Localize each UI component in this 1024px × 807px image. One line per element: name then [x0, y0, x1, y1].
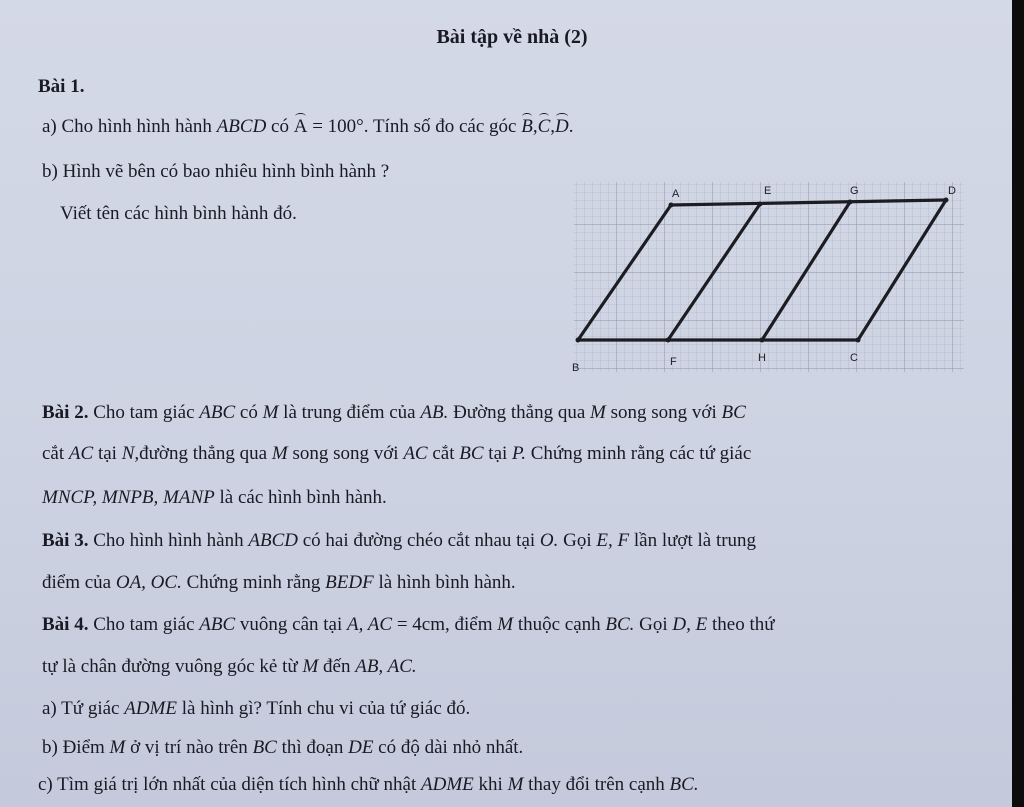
bai3-text: lần lượt là trung	[629, 530, 757, 551]
point-h	[760, 338, 765, 343]
bai2-text: có	[235, 402, 263, 423]
parallelogram-figure	[568, 176, 968, 380]
bai4-text: đến	[318, 656, 356, 677]
bai1-a-rest: . Tính số đo các góc	[363, 116, 522, 137]
bai2-math: BC	[459, 443, 484, 464]
bai2-text: đường thẳng qua	[139, 443, 272, 464]
bai4-math: BC.	[669, 774, 699, 795]
bai4-math: D, E	[672, 614, 708, 635]
bai2-math: P.	[512, 443, 526, 464]
bai2-line-3	[42, 487, 387, 509]
bai3-text: có hai đường chéo cắt nhau tại	[297, 530, 540, 551]
bai2-text: cắt	[42, 443, 69, 464]
label-g: G	[850, 185, 859, 197]
point-e	[758, 202, 763, 207]
bai3-math: E, F	[596, 530, 630, 551]
bai1-a-end: .	[568, 116, 574, 137]
bai4-line-1	[42, 614, 775, 636]
bai4-text: ở vị trí nào trên	[125, 737, 253, 758]
point-f	[666, 338, 671, 343]
angle-a-symbol: A	[293, 116, 308, 137]
bai4-text: Cho tam giác	[88, 614, 200, 635]
bai4-text: a) Tứ giác	[42, 698, 125, 719]
point-d	[944, 198, 949, 203]
bai2-text: Cho tam giác	[88, 402, 200, 423]
bai2-math: AC	[68, 443, 94, 464]
bai4-math: M	[497, 614, 514, 635]
bai4-text: thuộc cạnh	[513, 614, 606, 635]
grid-background	[574, 182, 964, 372]
bai2-text: tại	[93, 443, 122, 464]
bai2-text: là trung điểm của	[278, 402, 421, 423]
label-c: C	[850, 352, 858, 364]
page-title: Bài tập về nhà (2)	[436, 26, 588, 48]
bai3-line-1	[42, 530, 756, 552]
bai4-text: theo thứ	[707, 614, 775, 635]
bai4-text: vuông cân tại	[235, 614, 348, 635]
point-b	[576, 338, 581, 343]
bai3-math: ABCD	[248, 530, 298, 551]
label-a: A	[672, 188, 680, 200]
label-h: H	[758, 352, 766, 364]
bai1-part-b-instruction: Viết tên các hình bình hành đó.	[60, 203, 297, 224]
bai4-text: c) Tìm giá trị lớn nhất của diện tích hình chữ nhật	[38, 774, 422, 795]
bai2-math: M	[271, 443, 288, 464]
bai1-a-name: ABCD	[216, 116, 267, 137]
bai4-part-b	[42, 737, 523, 759]
bai4-text: thay đổi trên cạnh	[523, 774, 670, 795]
bai2-heading: Bài 2.	[42, 402, 89, 423]
bai3-math: BEDF	[325, 572, 374, 593]
bai2-math: ABC	[199, 402, 236, 423]
bai4-part-c	[38, 774, 699, 796]
label-e: E	[764, 185, 772, 197]
bai2-text: song song với	[605, 402, 722, 423]
bai4-math: M	[109, 737, 126, 758]
bai1-a-prefix: a) Cho hình hình hành	[42, 116, 217, 137]
bai2-math: MNCP, MNPB, MANP	[42, 487, 215, 508]
bai4-math: BC	[252, 737, 277, 758]
angle-d-symbol: D	[555, 116, 569, 137]
bai2-text: cắt	[427, 443, 460, 464]
bai2-line-2	[42, 443, 751, 465]
bai3-math: OA, OC.	[115, 572, 182, 593]
bai1-heading: Bài 1.	[38, 76, 85, 97]
angle-b-symbol: B	[521, 116, 533, 137]
bai2-text: Đường thẳng qua	[448, 402, 591, 423]
bai4-part-a	[42, 698, 470, 720]
bai4-text: có độ dài nhỏ nhất.	[373, 737, 524, 758]
bai1-a-co: có	[266, 116, 294, 137]
bai1-part-a: a) Cho hình hình hành ABCD có A = 100°. Tính số đo các góc B,C,D.	[42, 116, 574, 137]
bai4-text: khi	[473, 774, 508, 795]
label-f: F	[670, 356, 677, 368]
bai3-text: Gọi	[558, 530, 597, 551]
bai4-text: là hình gì? Tính chu vi của tứ giác đó.	[176, 698, 471, 719]
bai1-part-b-question: b) Hình vẽ bên có bao nhiêu hình bình hành ?	[42, 161, 390, 182]
bai2-text: là các hình bình hành.	[214, 487, 387, 508]
bai4-math: ADME	[124, 698, 177, 719]
bai4-text: thì đoạn	[276, 737, 349, 758]
bai4-math: DE	[348, 737, 374, 758]
bai4-text: b) Điểm	[42, 737, 110, 758]
grid-figure-svg	[568, 176, 968, 380]
bai3-text: điểm của	[42, 572, 116, 593]
bai2-math: M	[262, 402, 279, 423]
bai4-math: AB, AC.	[355, 656, 417, 677]
bai4-text: = 4cm, điểm	[392, 614, 498, 635]
photo-edge-shadow	[1012, 0, 1024, 807]
bai2-line-1	[42, 402, 746, 424]
bai4-math: A, AC	[347, 614, 393, 635]
bai3-text: Cho hình hình hành	[88, 530, 249, 551]
bai2-math: AC	[403, 443, 428, 464]
bai4-math: ABC	[199, 614, 236, 635]
bai1-a-value: = 100°	[307, 116, 364, 137]
bai4-math: M	[302, 656, 319, 677]
bai2-math: BC	[721, 402, 746, 423]
bai4-math: BC.	[605, 614, 635, 635]
bai2-math: N,	[121, 443, 140, 464]
bai3-heading: Bài 3.	[42, 530, 89, 551]
bai3-math: O.	[539, 530, 559, 551]
bai4-math: M	[507, 774, 524, 795]
point-g	[848, 200, 853, 205]
bai3-text: là hình bình hành.	[373, 572, 516, 593]
label-d: D	[948, 185, 956, 197]
bai2-math: AB.	[420, 402, 449, 423]
bai3-text: Chứng minh rằng	[181, 572, 326, 593]
point-a	[669, 203, 674, 208]
bai4-text: tự là chân đường vuông góc kẻ từ	[42, 656, 303, 677]
bai2-text: song song với	[287, 443, 404, 464]
bai2-text: tại	[483, 443, 513, 464]
bai2-math: M	[590, 402, 606, 423]
bai4-math: ADME	[421, 774, 474, 795]
bai4-text: Gọi	[634, 614, 673, 635]
angle-c-symbol: C	[537, 116, 551, 137]
bai4-line-2	[42, 656, 417, 678]
point-c	[856, 338, 861, 343]
bai3-line-2	[42, 572, 516, 594]
bai4-heading: Bài 4.	[42, 614, 89, 635]
bai2-text: Chứng minh rằng các tứ giác	[525, 443, 752, 464]
label-b: B	[572, 362, 580, 374]
